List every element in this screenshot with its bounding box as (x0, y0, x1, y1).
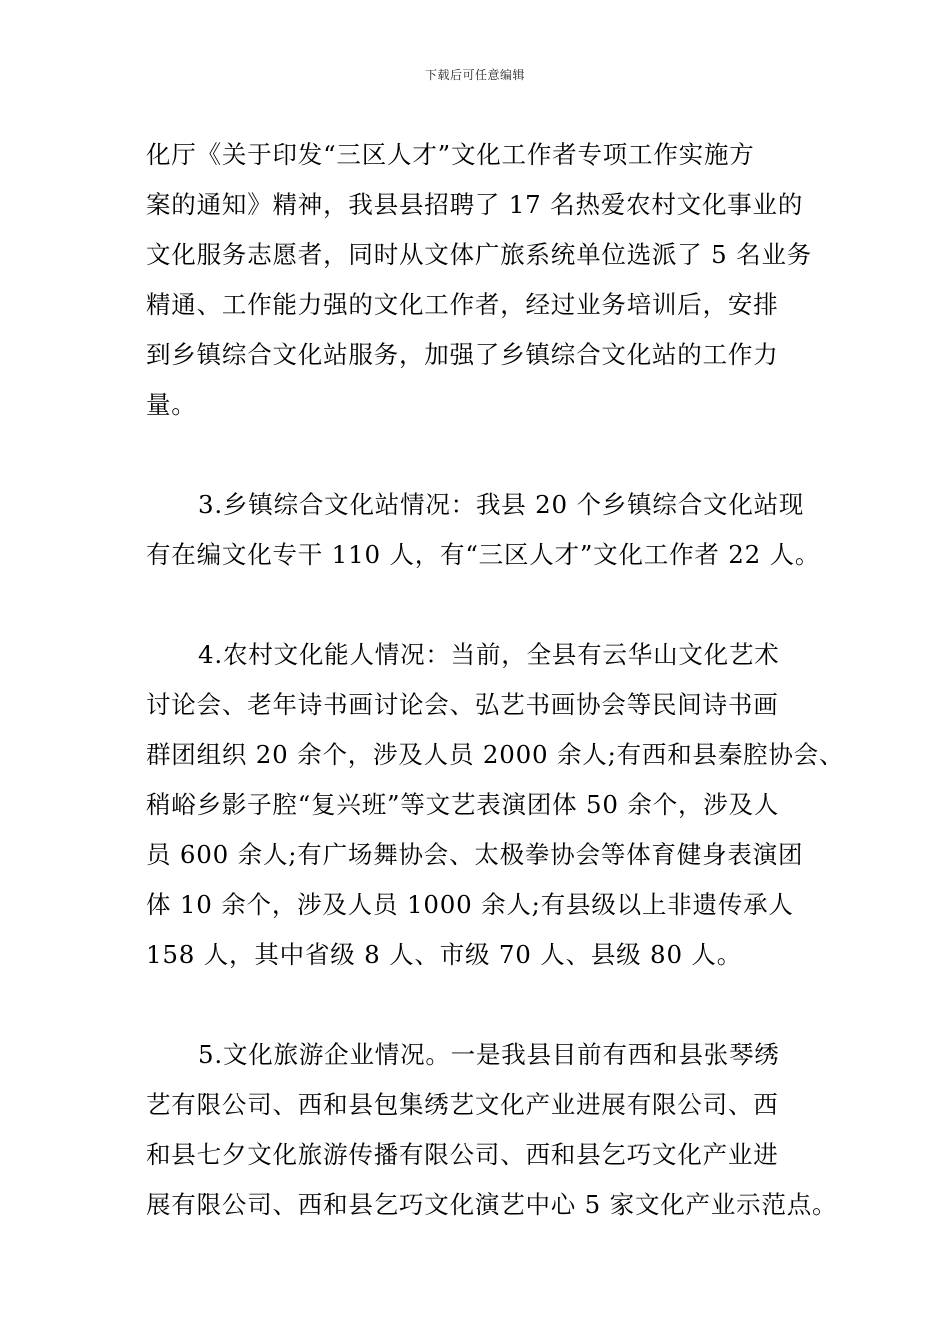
paragraph-tourism-enterprises (146, 1030, 846, 1230)
text-line: 稍峪乡影子腔“复兴班”等文艺表演团体 50 余个，涉及人 (146, 790, 780, 819)
text-line: 化厅《关于印发“三区人才”文化工作者专项工作实施方 (146, 140, 755, 169)
text-line: 精通、工作能力强的文化工作者，经过业务培训后，安排 (146, 290, 779, 319)
text-line: 5.文化旅游企业情况。一是我县目前有西和县张琴绣 (198, 1040, 780, 1069)
text-line: 讨论会、老年诗书画讨论会、弘艺书画协会等民间诗书画 (146, 690, 779, 719)
text-line: 到乡镇综合文化站服务，加强了乡镇综合文化站的工作力 (146, 340, 779, 369)
paragraph-cultural-volunteers (146, 130, 846, 430)
text-line: 案的通知》精神，我县县招聘了 17 名热爱农村文化事业的 (146, 190, 804, 219)
text-line: 群团组织 20 余个，涉及人员 2000 余人;有西和县秦腔协会、 (146, 740, 845, 769)
text-line: 艺有限公司、西和县包集绣艺文化产业进展有限公司、西 (146, 1090, 779, 1119)
text-line: 体 10 余个，涉及人员 1000 余人;有县级以上非遗传承人 (146, 890, 794, 919)
text-line: 文化服务志愿者，同时从文体广旅系统单位选派了 5 名业务 (146, 240, 813, 269)
text-line: 员 600 余人;有广场舞协会、太极拳协会等体育健身表演团 (146, 840, 804, 869)
document-body (146, 130, 846, 1230)
paragraph-rural-talent (146, 630, 846, 980)
page-header: 下载后可任意编辑 (424, 68, 525, 82)
text-line: 展有限公司、西和县乞巧文化演艺中心 5 家文化产业示范点。 (146, 1190, 838, 1219)
text-line: 158 人，其中省级 8 人、市级 70 人、县级 80 人。 (146, 940, 743, 969)
text-line: 有在编文化专干 110 人，有“三区人才”文化工作者 22 人。 (146, 540, 821, 569)
text-line: 4.农村文化能人情况：当前，全县有云华山文化艺术 (198, 640, 780, 669)
text-line: 3.乡镇综合文化站情况：我县 20 个乡镇综合文化站现 (198, 490, 805, 519)
text-line: 和县七夕文化旅游传播有限公司、西和县乞巧文化产业进 (146, 1140, 779, 1169)
text-line: 量。 (146, 390, 197, 419)
paragraph-township-stations (146, 480, 846, 580)
